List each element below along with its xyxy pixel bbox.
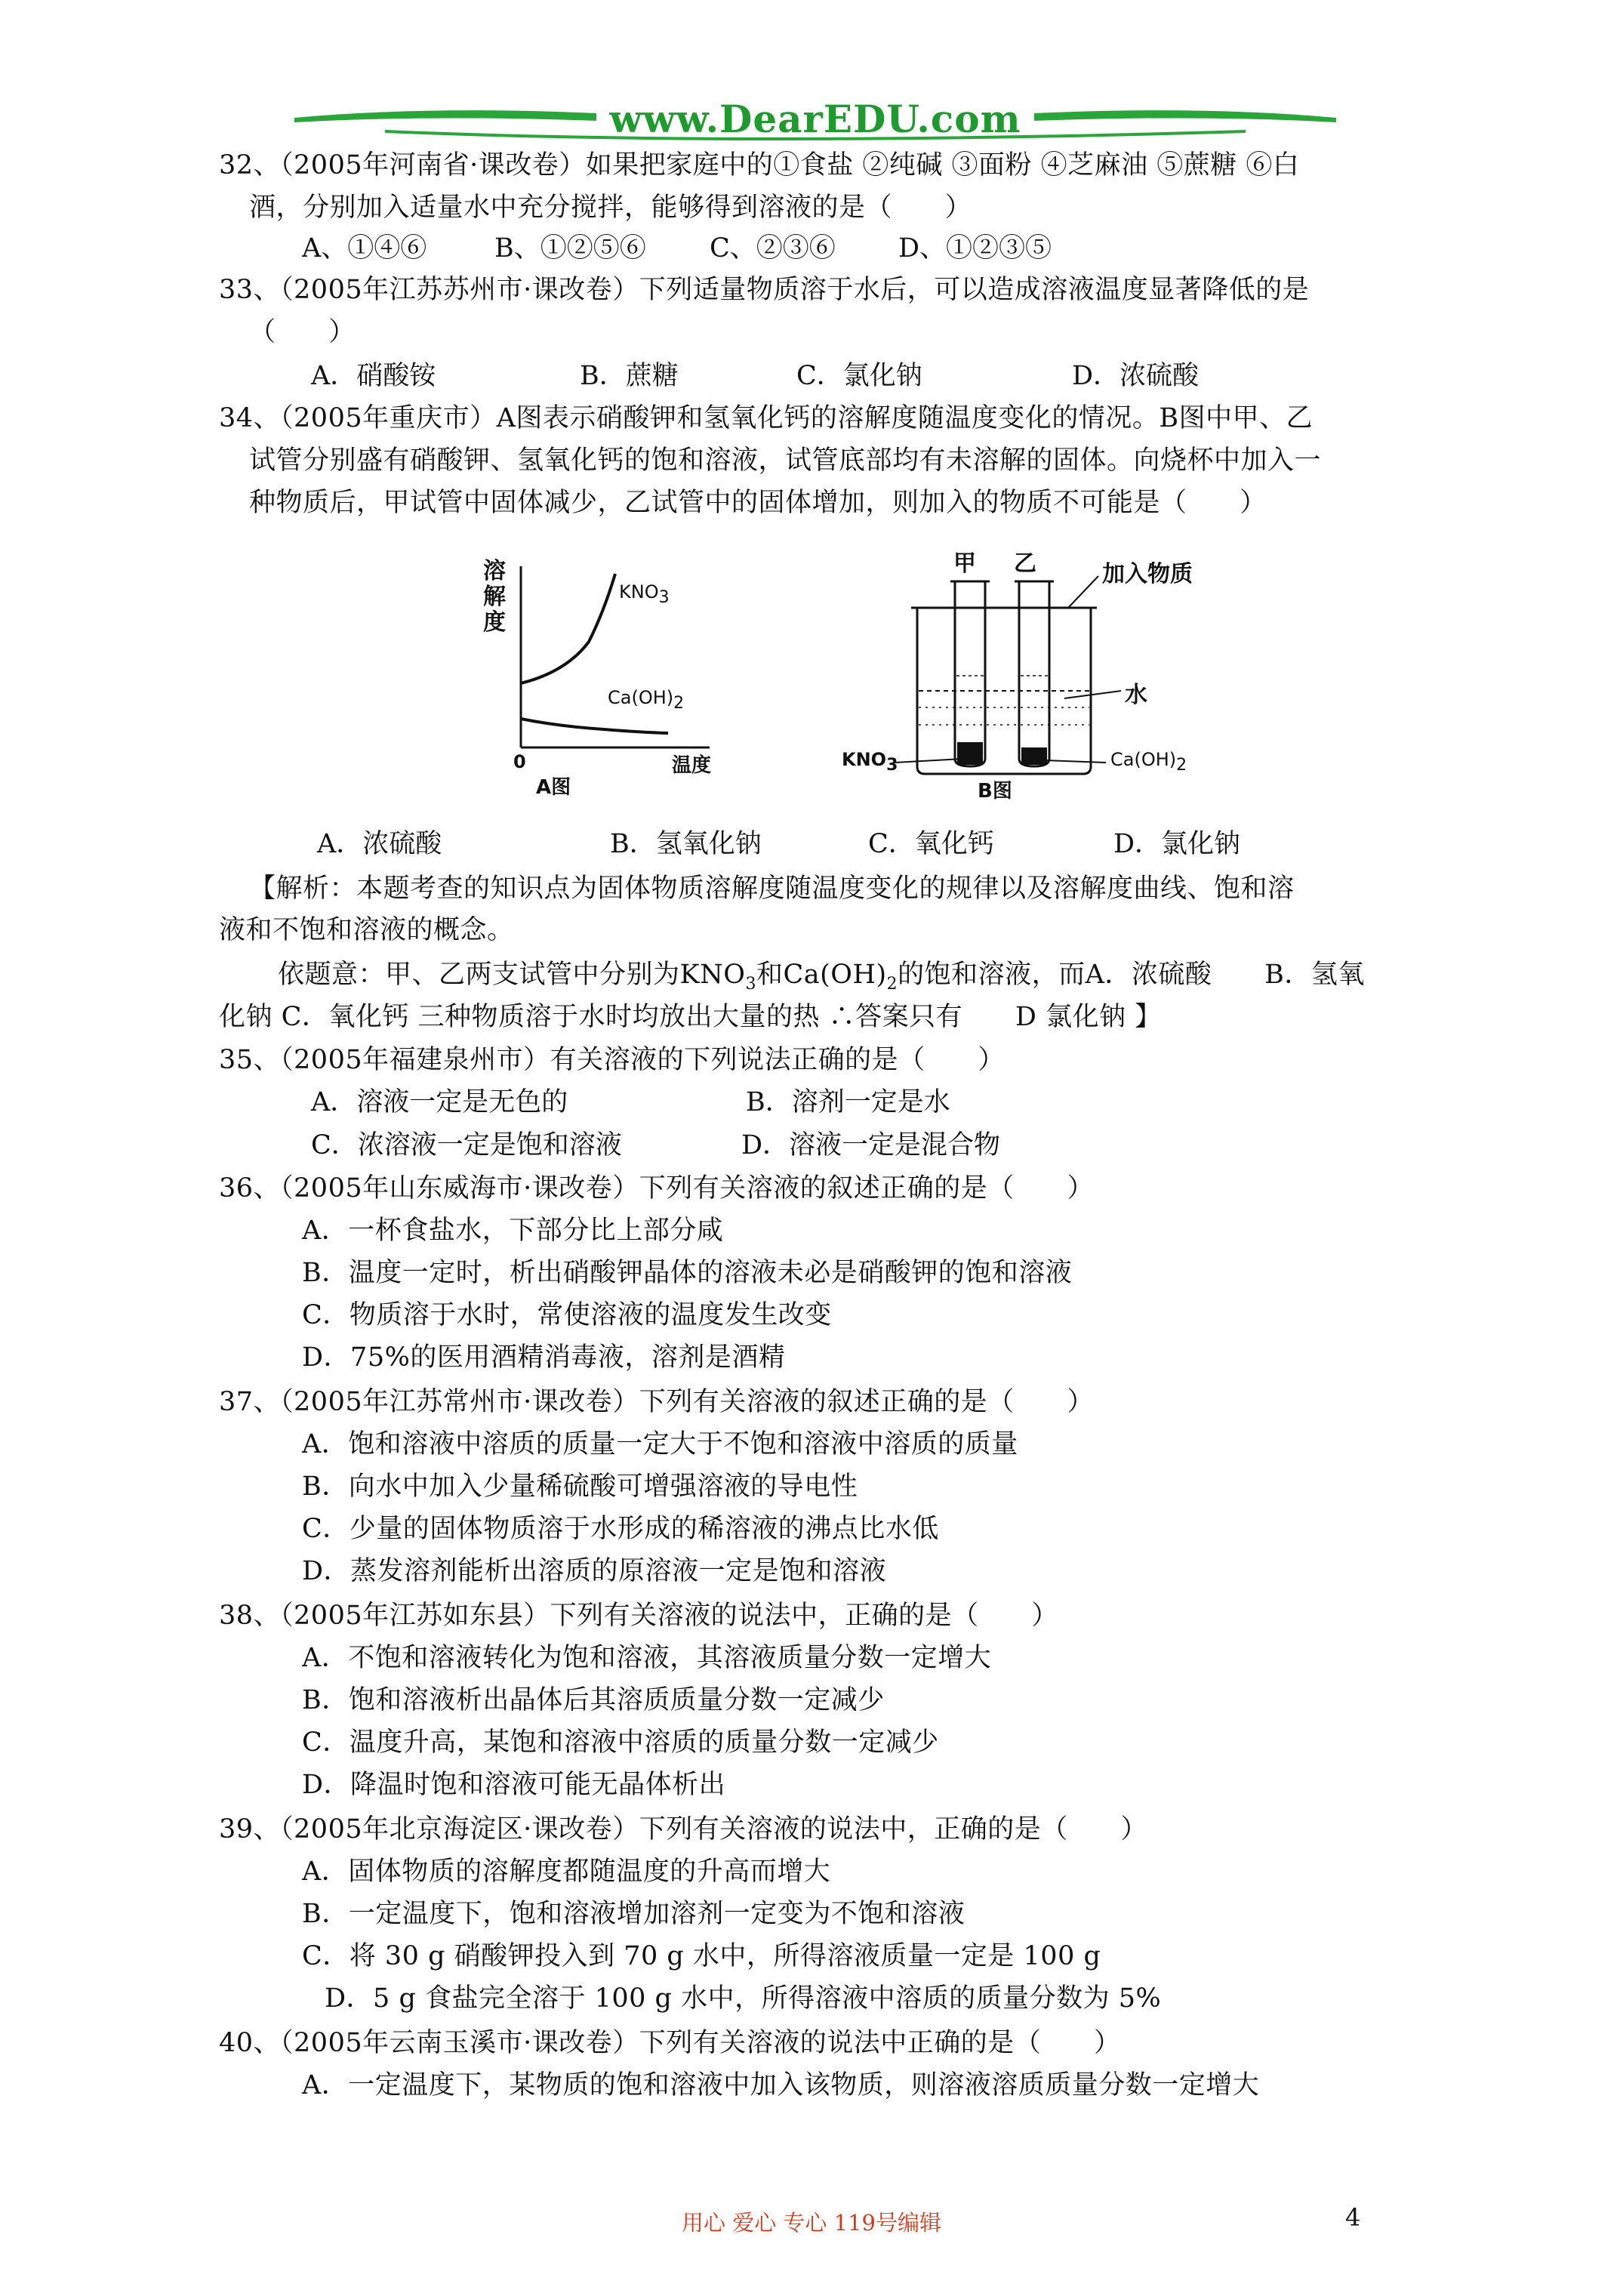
q33-option-c: C．氯化钠 (796, 361, 922, 391)
q33-line2: （ ） (249, 317, 356, 347)
q34-line2: 试管分别盛有硝酸钾、氢氧化钙的饱和溶液，试管底部均有未溶解的固体。向烧杯中加入一 (249, 445, 1322, 476)
q35-line1: 35、（2005年福建泉州市）有关溶液的下列说法正确的是（ ） (219, 1045, 1005, 1075)
q35-option-c: C．浓溶液一定是饱和溶液 (311, 1130, 622, 1160)
tube-jia-label: 甲 (953, 550, 976, 577)
q36-option-c: C．物质溶于水时，常使溶液的温度发生改变 (302, 1300, 832, 1330)
q37-option-d: D．蒸发溶剂能析出溶质的原溶液一定是饱和溶液 (302, 1556, 887, 1586)
q33-option-d: D．浓硫酸 (1072, 361, 1200, 391)
q33-line1: 33、（2005年江苏苏州市·课改卷）下列适量物质溶于水后，可以造成溶液温度显著降低的是 (219, 275, 1310, 305)
tube-jia (955, 581, 985, 766)
q34-option-b: B．氢氧化钠 (610, 829, 762, 859)
water-label: 水 (1125, 682, 1147, 708)
q35-option-a: A．溶液一定是无色的 (311, 1087, 568, 1117)
q32-line2: 酒，分别加入适量水中充分搅拌，能够得到溶液的是（ ） (249, 193, 972, 223)
q34-option-a: A．浓硫酸 (317, 829, 442, 859)
figb-caption: B图 (978, 780, 1012, 803)
q37-option-b: B．向水中加入少量稀硫酸可增强溶液的导电性 (302, 1472, 858, 1502)
q34-analysis-line1: 【解析：本题考查的知识点为固体物质溶解度随温度变化的规律以及溶解度曲线、饱和溶 (249, 874, 1295, 904)
q36-option-d: D．75%的医用酒精消毒液，溶剂是酒精 (302, 1342, 786, 1373)
q37-option-c: C．少量的固体物质溶于水形成的稀溶液的沸点比水低 (302, 1514, 939, 1544)
kno3-tube-label: $KNO_3$ (842, 749, 898, 775)
q32-option-c: C、②③⑥ (710, 233, 836, 264)
q39-option-d: D．5 g 食盐完全溶于 100 g 水中，所得溶液中溶质的质量分数为 5% (325, 1983, 1162, 2014)
header-logo (294, 97, 1336, 143)
figure-b-beaker-diagram (842, 540, 1264, 812)
q38-option-c: C．温度升高，某饱和溶液中溶质的质量分数一定减少 (302, 1727, 939, 1758)
figa-kno3-label: $KNO_3$ (619, 581, 670, 607)
q38-option-a: A．不饱和溶液转化为饱和溶液，其溶液质量分数一定增大 (302, 1643, 992, 1673)
q39-option-a: A．固体物质的溶解度都随温度的升高而增大 (302, 1857, 831, 1887)
q34-option-c: C．氧化钙 (868, 829, 994, 859)
q32-option-d: D、①②③⑤ (898, 233, 1052, 264)
tube-yi (1019, 581, 1049, 766)
logo-text: www.DearEDU.com (609, 97, 1021, 141)
q36-option-a: A．一杯食盐水，下部分比上部分咸 (302, 1216, 724, 1246)
figa-caoh2-label: $Ca(OH)_2$ (608, 687, 685, 713)
q33-option-a: A．硝酸铵 (311, 361, 436, 391)
footer-text: 用心 爱心 专心 119号编辑 (681, 2210, 941, 2236)
figa-origin: 0 (513, 751, 526, 772)
q32-line1: 32、（2005年河南省·课改卷）如果把家庭中的①食盐 ②纯碱 ③面粉 ④芝麻油 ⑤蔗糖 ⑥白 (219, 150, 1300, 180)
q32-option-b: B、①②⑤⑥ (494, 233, 646, 264)
q37-line1: 37、（2005年江苏常州市·课改卷）下列有关溶液的叙述正确的是（ ） (219, 1387, 1094, 1417)
figa-ylabel-1: 溶 (483, 558, 506, 584)
q36-line1: 36、（2005年山东威海市·课改卷）下列有关溶液的叙述正确的是（ ） (219, 1173, 1094, 1203)
q37-option-a: A．饱和溶液中溶质的质量一定大于不饱和溶液中溶质的质量 (302, 1429, 1018, 1459)
tube-yi-label: 乙 (1014, 550, 1036, 577)
q38-option-b: B．饱和溶液析出晶体后其溶质质量分数一定减少 (302, 1685, 885, 1715)
q35-option-b: B．溶剂一定是水 (746, 1087, 950, 1117)
q32-option-a: A、①④⑥ (302, 233, 427, 264)
figure-a-solubility-graph (483, 551, 755, 800)
q38-option-d: D．降温时饱和溶液可能无晶体析出 (302, 1770, 726, 1800)
kno3-curve (521, 574, 615, 683)
caoh2-curve (521, 719, 668, 733)
q36-option-b: B．温度一定时，析出硝酸钾晶体的溶液未必是硝酸钾的饱和溶液 (302, 1258, 1073, 1288)
q39-option-b: B．一定温度下，饱和溶液增加溶剂一定变为不饱和溶液 (302, 1899, 965, 1929)
q34-line3: 种物质后，甲试管中固体减少，乙试管中的固体增加，则加入的物质不可能是（ ） (249, 488, 1267, 518)
figa-xlabel: 温度 (672, 754, 712, 777)
q39-line1: 39、（2005年北京海淀区·课改卷）下列有关溶液的说法中，正确的是（ ） (219, 1814, 1147, 1845)
q33-option-b: B．蔗糖 (580, 361, 679, 391)
q38-line1: 38、（2005年江苏如东县）下列有关溶液的说法中，正确的是（ ） (219, 1601, 1058, 1631)
caoh2-tube-label: $Ca(OH)_2$ (1110, 749, 1187, 775)
q34-line1: 34、（2005年重庆市）A图表示硝酸钾和氢氧化钙的溶解度随温度变化的情况。B图中甲、乙 (219, 403, 1313, 433)
q40-option-a: A．一定温度下，某物质的饱和溶液中加入该物质，则溶液溶质质量分数一定增大 (302, 2070, 1260, 2100)
q40-line1: 40、（2005年云南玉溪市·课改卷）下列有关溶液的说法中正确的是（ ） (219, 2028, 1121, 2058)
q34-analysis-line2: 液和不饱和溶液的概念。 (219, 915, 514, 945)
figa-caption: A图 (536, 776, 571, 799)
q39-option-c: C．将 30 g 硝酸钾投入到 70 g 水中，所得溶液质量一定是 100 g (302, 1941, 1101, 1971)
figa-ylabel-3: 度 (483, 609, 506, 636)
q34-option-d: D．氯化钠 (1113, 829, 1241, 859)
q35-option-d: D．溶液一定是混合物 (741, 1130, 1001, 1160)
beaker-diagram-svg (842, 540, 1264, 812)
added-substance-label: 加入物质 (1102, 561, 1193, 587)
q34-analysis-line4: 化钠 C．氧化钙 三种物质溶于水时均放出大量的热 ∴答案只有 D 氯化钠 】 (219, 1002, 1162, 1032)
q34-analysis-line3: 依题意：甲、乙两支试管中分别为$KNO_3$和$Ca(OH)_2$的饱和溶液，而A．浓硫酸 B．氢氧 (278, 960, 1365, 994)
page-number: 4 (1345, 2203, 1361, 2232)
figa-ylabel-2: 解 (483, 584, 506, 610)
